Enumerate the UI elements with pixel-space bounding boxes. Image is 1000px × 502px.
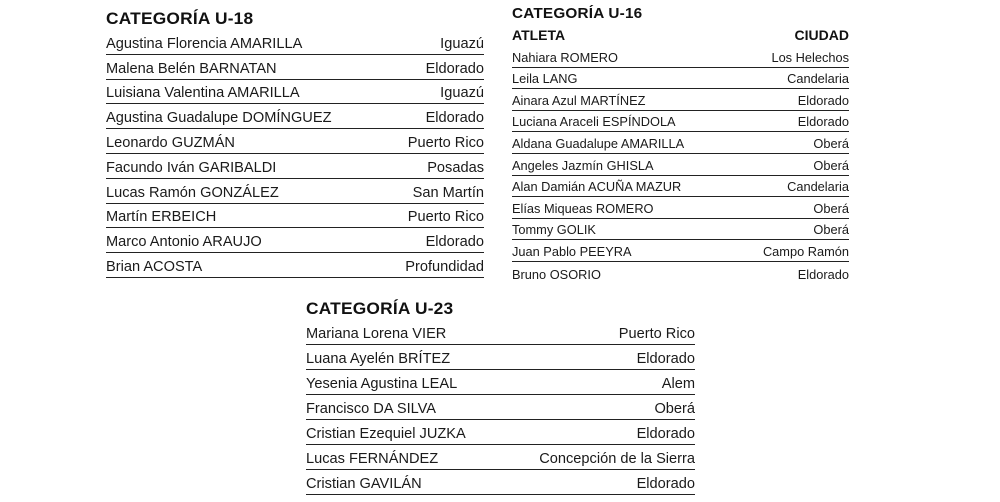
athlete-city: Eldorado (636, 476, 695, 492)
athlete-row (512, 219, 849, 241)
athlete-city: Iguazú (440, 35, 484, 52)
athlete-city: Eldorado (425, 60, 484, 77)
city-column-header: CIUDAD (794, 27, 849, 43)
athlete-name: Luciana Araceli ESPÍNDOLA (512, 114, 676, 130)
athlete-city: Eldorado (425, 234, 484, 251)
athlete-name: Cristian Ezequiel JUZKA (306, 426, 466, 442)
athlete-name: Francisco DA SILVA (306, 401, 437, 417)
athlete-row (106, 204, 484, 229)
athlete-city: Eldorado (425, 110, 484, 127)
athlete-row (106, 129, 484, 154)
athlete-name: Juan Pablo PEEYRA (512, 243, 632, 259)
athlete-row (512, 132, 849, 154)
athlete-city: Oberá (813, 135, 849, 151)
athlete-row (512, 46, 849, 68)
category-u18-title: CATEGORÍA U-18 (106, 9, 254, 28)
category-u16-rows (512, 46, 849, 284)
athlete-city: Eldorado (797, 266, 849, 282)
athlete-city: Concepción de la Sierra (539, 451, 695, 467)
athlete-name: Lucas Ramón GONZÁLEZ (106, 184, 279, 201)
athlete-city: Posadas (427, 159, 484, 176)
athlete-name: Alan Damián ACUÑA MAZUR (512, 179, 682, 195)
category-u18-rows (106, 30, 484, 278)
athlete-city: Eldorado (636, 426, 695, 442)
athlete-name: Tommy GOLIK (512, 222, 596, 238)
athlete-name: Marco Antonio ARAUJO (106, 234, 262, 251)
athlete-row (106, 253, 484, 278)
athlete-name: Agustina Florencia AMARILLA (106, 35, 303, 52)
athlete-name: Aldana Guadalupe AMARILLA (512, 135, 685, 151)
athlete-city: Oberá (813, 157, 849, 173)
athlete-row (512, 111, 849, 133)
athlete-city: Oberá (813, 200, 849, 216)
athlete-name: Nahiara ROMERO (512, 49, 618, 65)
athlete-city: Eldorado (636, 351, 695, 367)
athlete-city: Puerto Rico (407, 134, 484, 151)
athlete-name: Yesenia Agustina LEAL (306, 376, 458, 392)
athlete-row (512, 154, 849, 176)
athlete-name: Agustina Guadalupe DOMÍNGUEZ (106, 110, 332, 127)
athlete-row (512, 240, 849, 262)
athlete-row (306, 420, 695, 445)
athlete-city: Puerto Rico (618, 326, 695, 342)
athlete-name: Bruno OSORIO (512, 266, 601, 282)
category-u23-title: CATEGORÍA U-23 (306, 299, 454, 318)
athlete-row (512, 197, 849, 219)
athlete-name: Mariana Lorena VIER (306, 326, 447, 342)
athlete-row (106, 80, 484, 105)
athlete-name: Facundo Iván GARIBALDI (106, 159, 277, 176)
athlete-name: Brian ACOSTA (106, 258, 203, 275)
athlete-name: Luana Ayelén BRÍTEZ (306, 351, 451, 367)
athlete-city: Profundidad (405, 258, 484, 275)
athlete-row (512, 176, 849, 198)
athlete-name: Angeles Jazmín GHISLA (512, 157, 654, 173)
athlete-name: Ainara Azul MARTÍNEZ (512, 92, 646, 108)
athlete-row (106, 228, 484, 253)
athlete-column-header: ATLETA (512, 27, 566, 43)
athlete-city: Puerto Rico (407, 209, 484, 226)
athlete-name: Luisiana Valentina AMARILLA (106, 85, 300, 102)
category-u23-rows (306, 320, 695, 495)
athlete-row (306, 445, 695, 470)
athlete-row (512, 262, 849, 284)
athlete-city: Eldorado (797, 92, 849, 108)
category-u18-table (106, 8, 484, 278)
category-u16-title: CATEGORÍA U-16 (512, 5, 643, 22)
athlete-city: Iguazú (440, 85, 484, 102)
athlete-city: Oberá (813, 222, 849, 238)
athlete-row (106, 104, 484, 129)
athlete-city: Los Helechos (771, 49, 849, 65)
athlete-row (106, 179, 484, 204)
athlete-city: Candelaria (787, 179, 849, 195)
athlete-row (306, 345, 695, 370)
athlete-city: Alem (661, 376, 695, 392)
athlete-name: Malena Belén BARNATAN (106, 60, 277, 77)
athlete-row (106, 55, 484, 80)
athlete-city: San Martín (412, 184, 484, 201)
category-u16-table (512, 4, 849, 284)
athlete-row (306, 395, 695, 420)
athlete-city: Candelaria (787, 71, 849, 87)
category-u23-table (306, 298, 695, 495)
athlete-city: Eldorado (797, 114, 849, 130)
athlete-row (512, 89, 849, 111)
athlete-name: Martín ERBEICH (106, 209, 217, 226)
category-u16-header (512, 24, 849, 46)
athlete-name: Leila LANG (512, 71, 578, 87)
athlete-name: Leonardo GUZMÁN (106, 134, 235, 151)
athlete-name: Lucas FERNÁNDEZ (306, 451, 439, 467)
athlete-city: Oberá (654, 401, 695, 417)
athlete-row (306, 370, 695, 395)
athlete-row (306, 470, 695, 495)
athlete-name: Elías Miqueas ROMERO (512, 200, 654, 216)
athlete-row (306, 320, 695, 345)
athlete-row (512, 68, 849, 90)
athlete-city: Campo Ramón (762, 243, 849, 259)
athlete-row (106, 30, 484, 55)
athlete-name: Cristian GAVILÁN (306, 476, 422, 492)
athlete-row (106, 154, 484, 179)
